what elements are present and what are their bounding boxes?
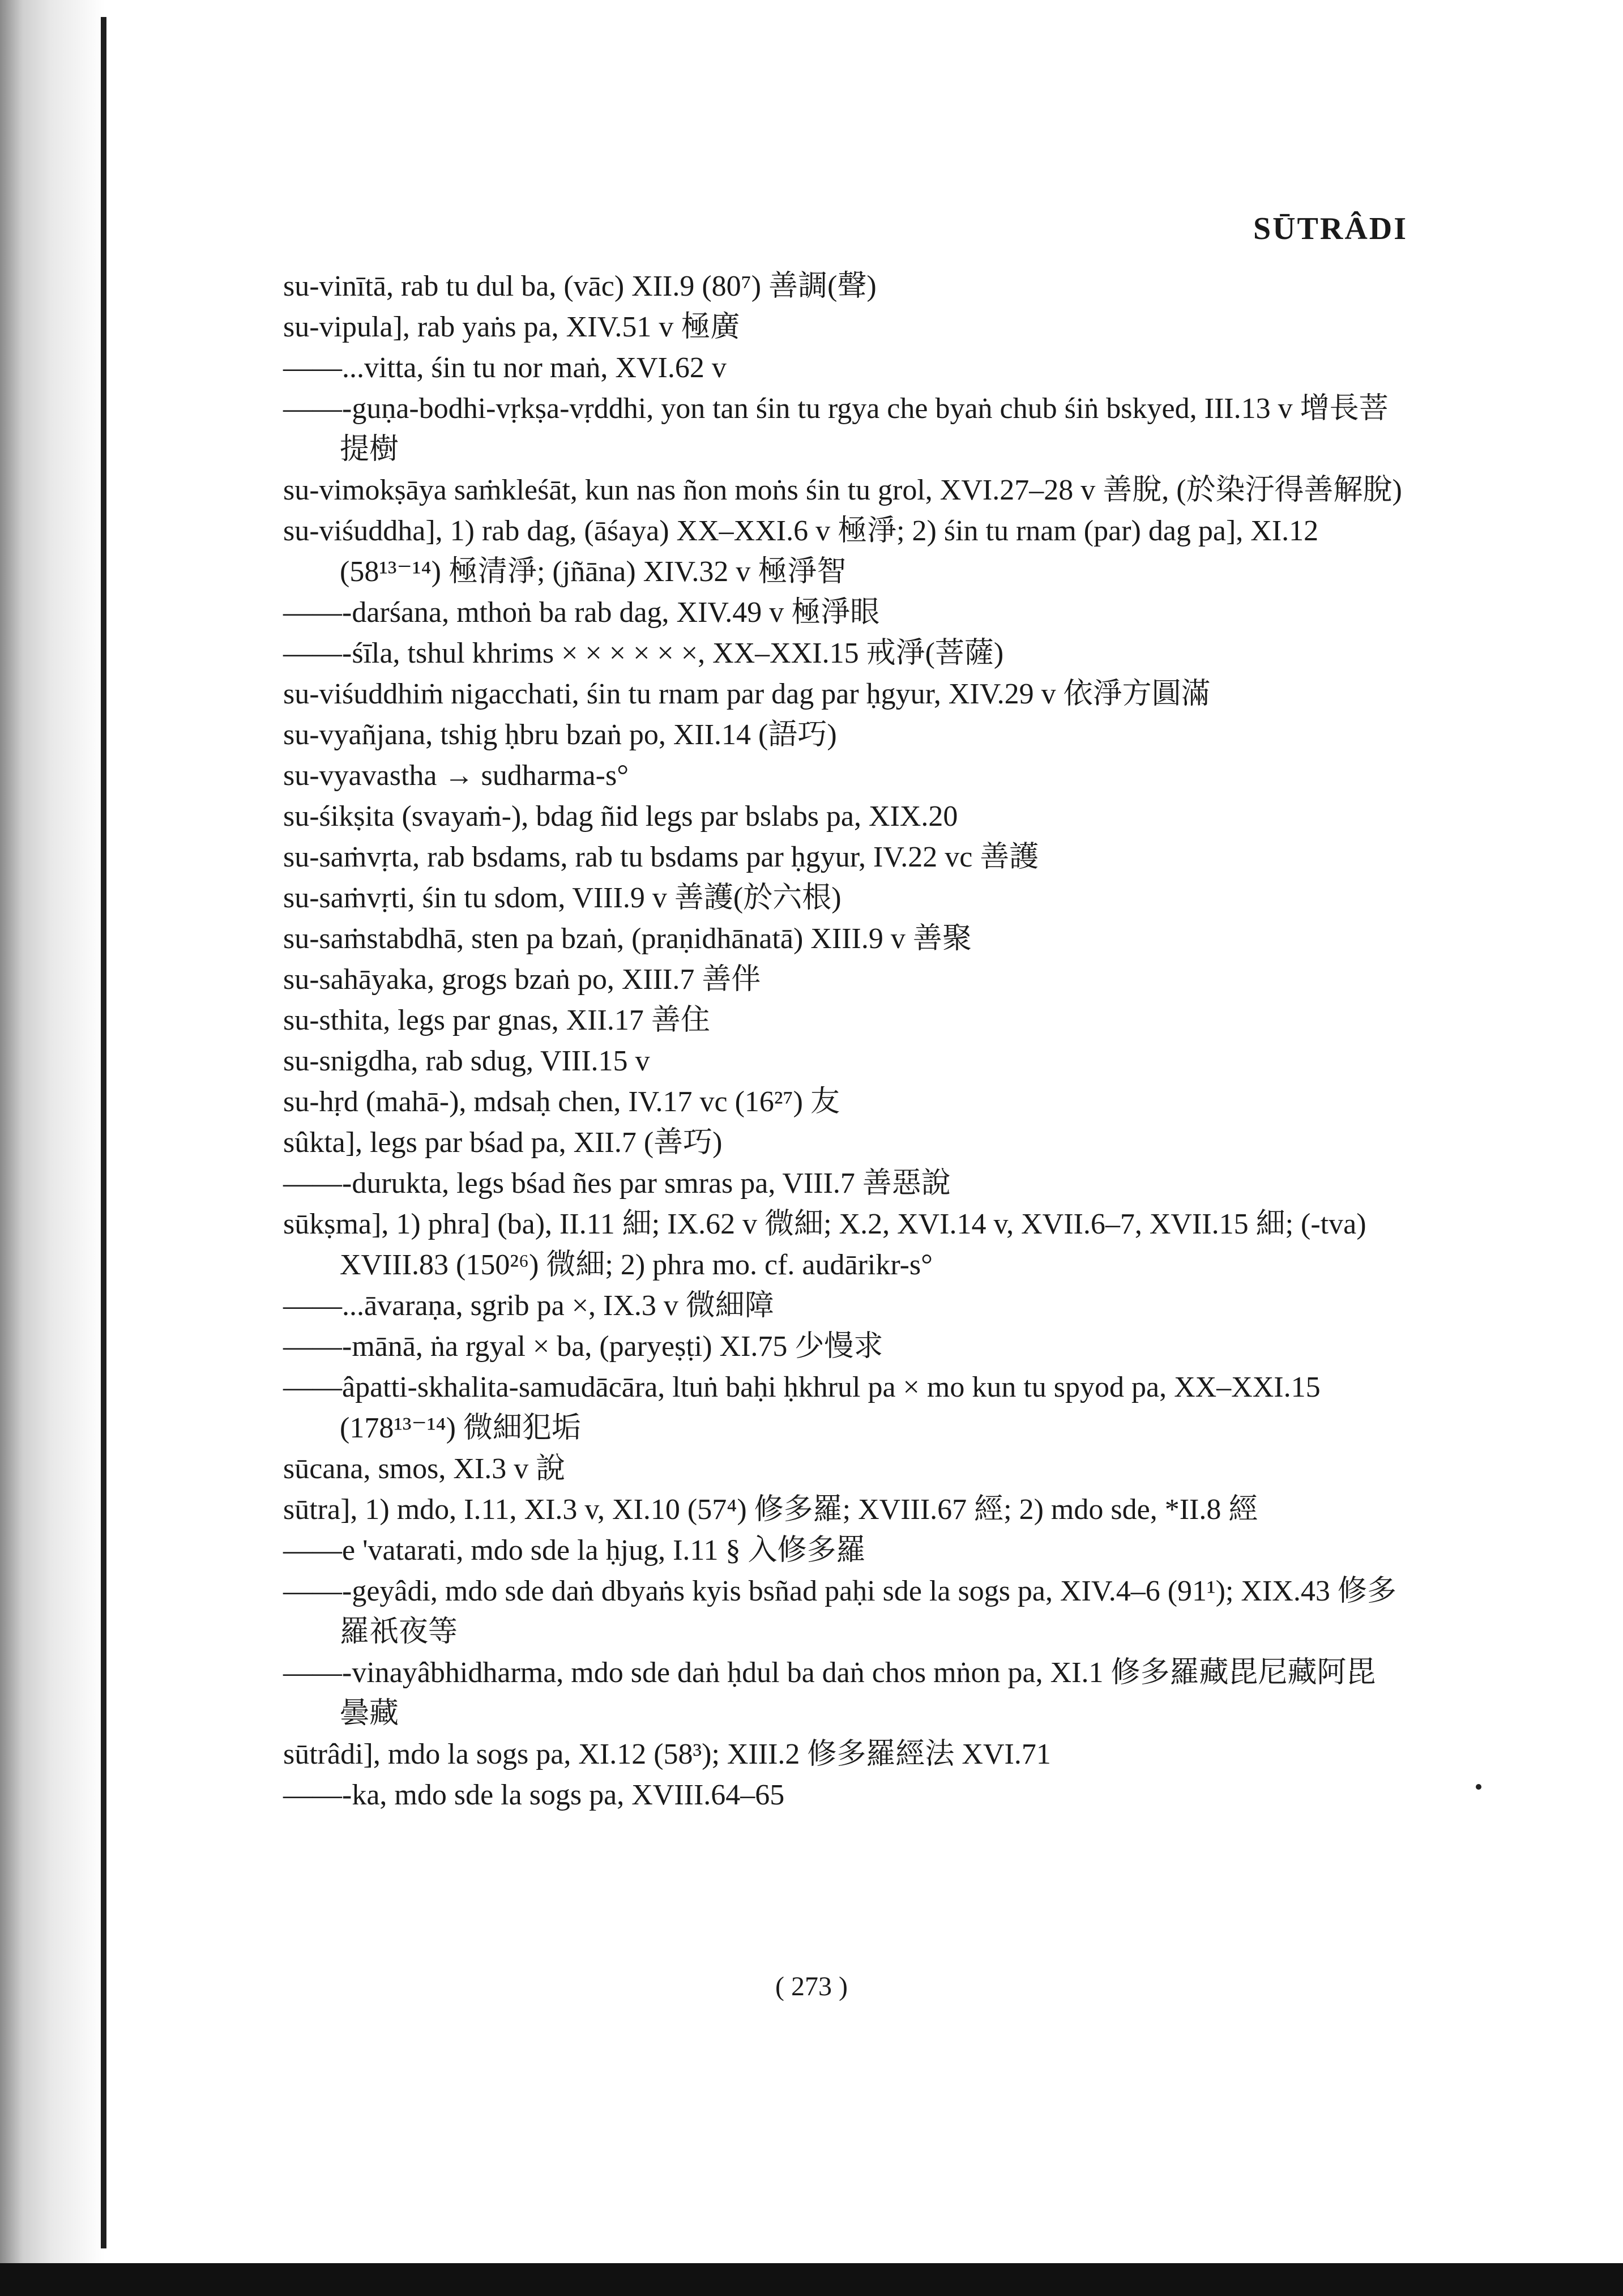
entry: ——-vinayâbhidharma, mdo sde daṅ ḥdul ba daṅ chos mṅon pa, XI.1 修多羅藏毘尼藏阿毘曇藏 <box>283 1657 1376 1730</box>
entry: sūtrâdi], mdo la sogs pa, XI.12 (58³); XIII.2 修多羅經法 XVI.71 <box>283 1738 1051 1770</box>
entry: sûkta], legs par bśad pa, XII.7 (善巧) <box>283 1126 723 1159</box>
entry: su-saṁvṛti, śin tu sdom, VIII.9 v 善護(於六根) <box>283 882 842 914</box>
entry: su-sthita, legs par gnas, XII.17 善住 <box>283 1004 710 1036</box>
entry: su-vyañjana, tshig ḥbru bzaṅ po, XII.14 (語巧) <box>283 719 837 751</box>
entry: sūcana, smos, XI.3 v 說 <box>283 1453 566 1485</box>
entry: ——-ka, mdo sde la sogs pa, XVIII.64–65 <box>283 1779 785 1811</box>
entry: ——-geyâdi, mdo sde daṅ dbyaṅs kyis bsñad paḥi sde la sogs pa, XIV.4–6 (91¹); XIX.43 修多羅祇夜等 <box>283 1575 1396 1648</box>
entry: sūkṣma], 1) phra] (ba), II.11 細; IX.62 v 微細; X.2, XVI.14 v, XVII.6–7, XVII.15 細; (-tva) XVIII.83 (150²⁶) 微細; 2) phra mo. cf. audārikr-s° <box>283 1208 1366 1281</box>
entry: su-sahāyaka, grogs bzaṅ po, XIII.7 善伴 <box>283 963 761 996</box>
entry: su-vyavastha → sudharma-s° <box>283 759 629 792</box>
entry: su-viśuddhiṁ nigacchati, śin tu rnam par dag par ḥgyur, XIV.29 v 依淨方圓滿 <box>283 678 1211 710</box>
scan-shadow-left <box>0 0 105 2296</box>
running-head: SŪTRÂDI <box>1253 211 1408 246</box>
entry: ——âpatti-skhalita-samudācāra, ltuṅ baḥi ḥkhrul pa × mo kun tu spyod pa, XX–XXI.15 (178¹³⁻¹⁴) 微細犯垢 <box>283 1371 1321 1444</box>
page-number: ( 273 ) <box>775 1971 848 2001</box>
entry: su-saṁstabdhā, sten pa bzaṅ, (praṇidhānatā) XIII.9 v 善聚 <box>283 923 972 955</box>
entry: ——-darśana, mthoṅ ba rab dag, XIV.49 v 極淨眼 <box>283 596 880 629</box>
dictionary-entries <box>283 266 1404 1816</box>
entry: su-vimokṣāya saṁkleśāt, kun nas ñon moṅs śin tu grol, XVI.27–28 v 善脫, (於染汙得善解脫) <box>283 474 1402 506</box>
scan-shadow-bottom <box>0 2263 1623 2296</box>
entry: su-hṛd (mahā-), mdsaḥ chen, IV.17 vc (16²⁷) 友 <box>283 1086 840 1118</box>
entry: ——-durukta, legs bśad ñes par smras pa, VIII.7 善惡說 <box>283 1167 951 1200</box>
entry: ——-mānā, ṅa rgyal × ba, (paryeṣṭi) XI.75 少慢求 <box>283 1330 883 1363</box>
entry: su-saṁvṛta, rab bsdams, rab tu bsdams par ḥgyur, IV.22 vc 善護 <box>283 841 1039 873</box>
entry: su-snigdha, rab sdug, VIII.15 v <box>283 1045 650 1077</box>
entry: ——-guṇa-bodhi-vṛkṣa-vṛddhi, yon tan śin tu rgya che byaṅ chub śiṅ bskyed, III.13 v 增長菩提樹 <box>283 392 1389 466</box>
entry: su-viśuddha], 1) rab dag, (āśaya) XX–XXI.6 v 極淨; 2) śin tu rnam (par) dag pa], XI.12 (58¹³⁻¹⁴) 極清淨; (jñāna) XIV.32 v 極淨智 <box>283 515 1319 588</box>
entry: ——-śīla, tshul khrims × × × × × ×, XX–XXI.15 戒淨(菩薩) <box>283 637 1004 669</box>
entry: ——...āvaraṇa, sgrib pa ×, IX.3 v 微細障 <box>283 1290 774 1322</box>
scan-speck <box>1476 1784 1481 1790</box>
entry: ——e 'vatarati, mdo sde la ḥjug, I.11 § 入修多羅 <box>283 1534 866 1567</box>
binding-line <box>101 17 106 2248</box>
entry: su-vinītā, rab tu dul ba, (vāc) XII.9 (80⁷) 善調(聲) <box>283 270 877 302</box>
entry: ——...vitta, śin tu nor maṅ, XVI.62 v <box>283 352 727 384</box>
entry: su-śikṣita (svayaṁ-), bdag ñid legs par bslabs pa, XIX.20 <box>283 800 958 833</box>
entry: su-vipula], rab yaṅs pa, XIV.51 v 極廣 <box>283 311 740 343</box>
entry: sūtra], 1) mdo, I.11, XI.3 v, XI.10 (57⁴) 修多羅; XVIII.67 經; 2) mdo sde, *II.8 經 <box>283 1493 1258 1526</box>
